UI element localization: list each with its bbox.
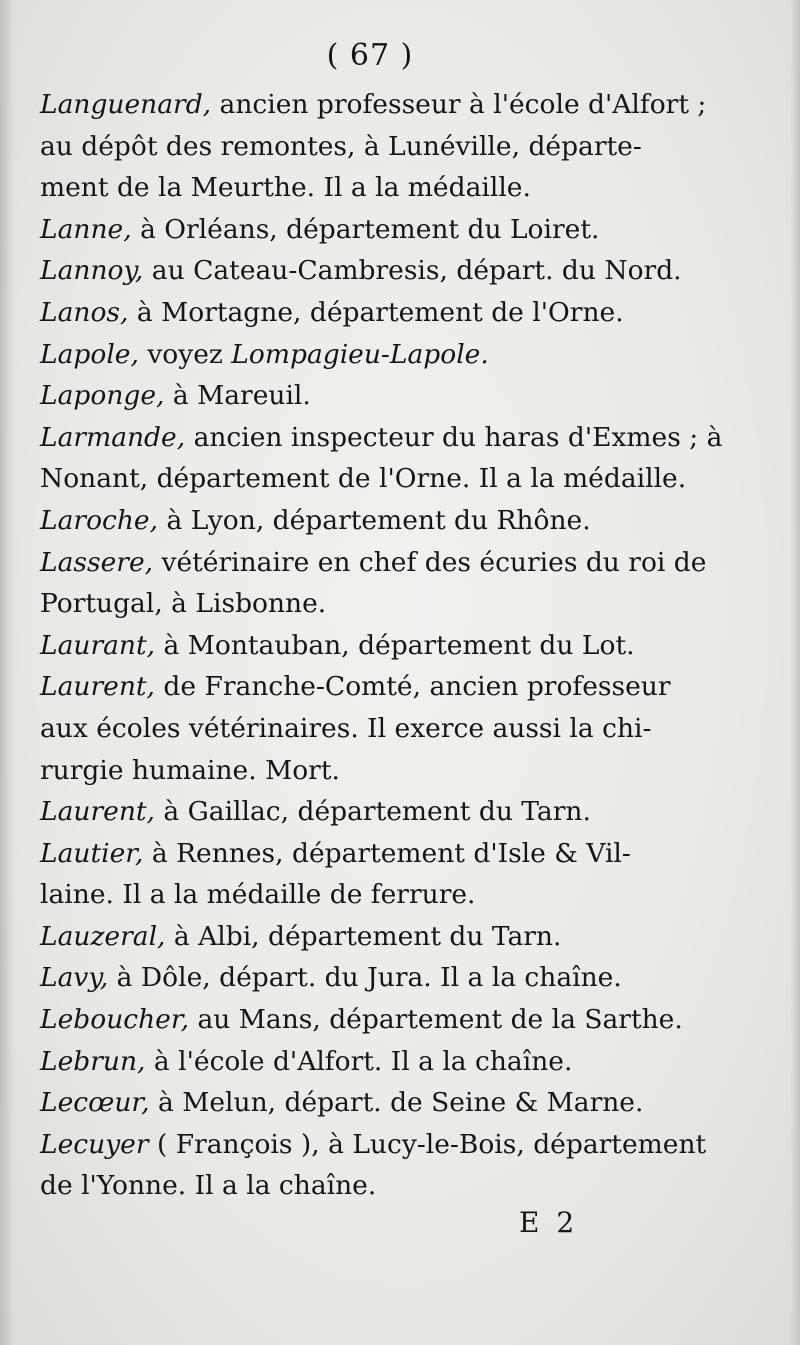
entry-line [40,500,740,542]
directory-entry [40,500,740,542]
entry-name: Lecuyer [40,1128,149,1160]
directory-entry [40,292,740,334]
directory-entry [40,417,740,500]
entry-text: Nonant, département de l'Orne. Il a la médaille. [40,463,687,495]
entry-text: Portugal, à Lisbonne. [40,588,327,620]
entry-line [40,1124,740,1166]
entry-text: voyez [138,338,232,370]
entry-name: Laurent, [40,796,155,828]
entry-line [40,1082,740,1124]
entry-text: à Mortagne, département de l'Orne. [128,296,624,328]
page-edge-left [0,0,14,1345]
entry-text: aux écoles vétérinaires. Il exerce aussi la chi- [40,712,652,744]
entry-line [40,458,740,500]
entry-text: à l'école d'Alfort. Il a la chaîne. [145,1045,573,1077]
directory-entry [40,833,740,916]
entry-name: Lannoy, [40,255,144,287]
entry-line [40,916,740,958]
entry-text: à Mareuil. [164,380,311,412]
directory-entry [40,1124,740,1207]
entry-name: Lassere, [40,546,154,578]
directory-entry [40,999,740,1041]
directory-entry [40,1041,740,1083]
entry-line [40,833,740,875]
directory-entry [40,957,740,999]
entry-line [40,791,740,833]
directory-entry [40,250,740,292]
entry-text: ancien inspecteur du haras d'Exmes ; à [185,421,723,453]
entry-text: à Albi, département du Tarn. [165,920,562,952]
entry-text: à Dôle, départ. du Jura. Il a la chaîne. [108,962,622,994]
entry-line [40,1041,740,1083]
directory-entry [40,209,740,251]
page-edge-right [790,0,800,1345]
entry-text: à Montauban, département du Lot. [155,629,635,661]
entry-text: de l'Yonne. Il a la chaîne. [40,1170,377,1202]
printer-signature: E 2 [519,1206,579,1239]
entry-text: à Orléans, département du Loiret. [131,213,600,245]
entry-name: Lavy, [40,962,109,994]
directory-entry [40,791,740,833]
entry-line [40,957,740,999]
directory-entry [40,625,740,667]
entry-line [40,417,740,459]
entry-text: au dépôt des remontes, à Lunéville, départe- [40,130,642,162]
entry-text: à Melun, départ. de Seine & Marne. [149,1087,644,1119]
entry-name: Laroche, [40,504,159,536]
directory-entry [40,84,740,209]
entry-text: laine. Il a la médaille de ferrure. [40,879,476,911]
entry-name: Laurant, [40,629,156,661]
entry-line [40,209,740,251]
entry-text: vétérinaire en chef des écuries du roi de [153,546,707,578]
entry-cross-reference: Lompagieu-Lapole. [231,338,489,370]
entry-name: Lauzeral, [40,920,166,952]
entry-name: Lecœur, [40,1087,150,1119]
entry-name: Leboucher, [40,1004,190,1036]
entry-line [40,708,740,750]
entry-text: à Rennes, département d'Isle & Vil- [143,837,631,869]
entry-line [40,250,740,292]
entry-text: au Cateau-Cambresis, départ. du Nord. [143,255,682,287]
entry-line [40,999,740,1041]
entry-line [40,666,740,708]
entry-line [40,542,740,584]
entry-text: ancien professeur à l'école d'Alfort ; [211,89,707,120]
entry-text: rurgie humaine. Mort. [40,754,340,786]
directory-entry [40,916,740,958]
entry-line [40,84,740,126]
directory-entry [40,542,740,625]
directory-entry [40,1082,740,1124]
entry-name: Lapole, [40,338,139,370]
entry-name: Lebrun, [40,1045,146,1077]
entry-line [40,1165,740,1207]
entry-text: à Gaillac, département du Tarn. [154,796,591,828]
entry-text: ( François ), à Lucy-le-Bois, département [148,1128,707,1160]
entry-line [40,334,740,376]
entry-name: Larmande, [40,421,186,453]
entry-name: Lautier, [40,837,144,869]
entry-name: Lanne, [40,213,132,245]
entry-line [40,375,740,417]
entry-text: au Mans, département de la Sarthe. [189,1004,683,1036]
directory-entry [40,666,740,791]
entry-name: Languenard, [40,89,212,120]
directory-entry [40,375,740,417]
directory-entry [40,334,740,376]
entry-line [40,750,740,792]
entry-line [40,126,740,168]
entry-line [40,167,740,209]
entry-name: Lanos, [40,296,129,328]
entry-name: Laurent, [40,671,155,703]
page-number: ( 67 ) [326,38,414,73]
directory-entries [40,84,740,1207]
entry-text: ment de la Meurthe. Il a la médaille. [40,172,531,204]
entry-text: à Lyon, département du Rhône. [158,504,591,536]
entry-line [40,292,740,334]
entry-name: Laponge, [40,380,165,412]
entry-line [40,874,740,916]
entry-line [40,583,740,625]
entry-text: de Franche-Comté, ancien professeur [154,671,671,703]
entry-line [40,625,740,667]
